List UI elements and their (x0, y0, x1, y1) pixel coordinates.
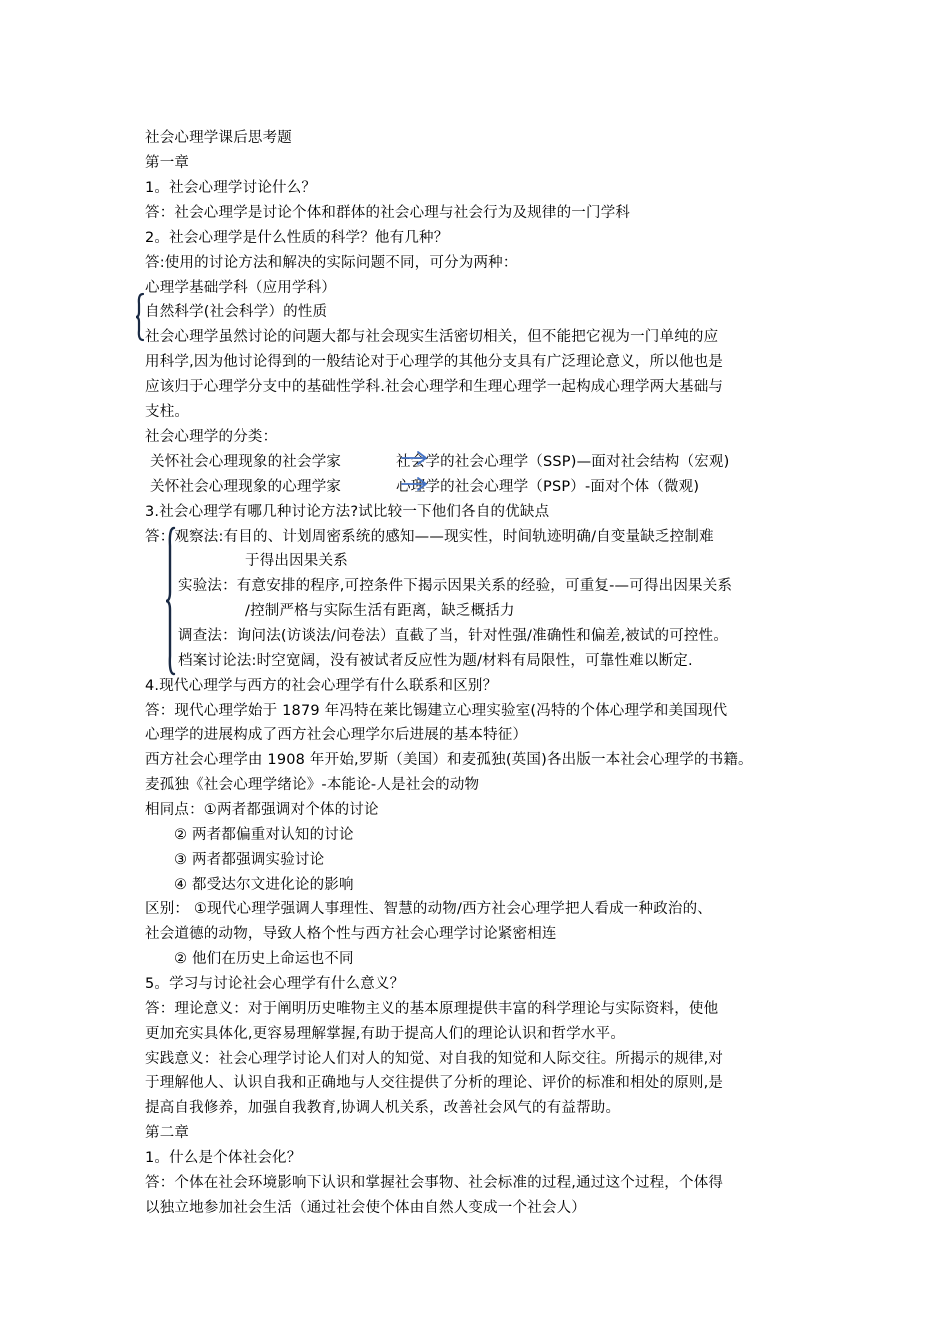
classification-left: 关怀社会心理现象的社会学家 (150, 454, 342, 470)
answer-line: ④ 都受达尔文进化论的影响 (174, 877, 354, 893)
left-brace-icon (134, 292, 148, 342)
answer-line: 用科学,因为他讨论得到的一般结论对于心理学的其他分支具有广泛理论意义，所以他也是 (145, 354, 724, 370)
answer-line: /控制严格与实际生活有距离，缺乏概括力 (245, 603, 515, 619)
answer-line: 支柱。 (145, 404, 190, 420)
answer-line: 答：现代心理学始于 1879 年冯特在莱比锡建立心理实验室(冯特的个体心理学和美国现代 (145, 703, 728, 719)
question: 5。学习与讨论社会心理学有什么意义？ (145, 976, 405, 992)
question: 4.现代心理学与西方的社会心理学有什么联系和区别？ (145, 678, 498, 694)
answer-line: 社会心理学虽然讨论的问题大都与社会现实生活密切相关，但不能把它视为一门单纯的应 (145, 329, 719, 345)
answer-line: 以独立地参加社会生活（通过社会使个体由自然人变成一个社会人） (145, 1200, 586, 1216)
answer-line: 社会道德的动物，导致人格个性与西方社会心理学讨论紧密相连 (145, 926, 557, 942)
answer-line: 应该归于心理学分支中的基础性学科.社会心理学和生理心理学一起构成心理学两大基础与 (145, 379, 724, 395)
answer-line: ② 两者都偏重对认知的讨论 (174, 827, 354, 843)
answer-line: 答：个体在社会环境影响下认识和掌握社会事物、社会标准的过程,通过这个过程，个体得 (145, 1175, 724, 1191)
section-heading: 社会心理学的分类： (145, 429, 278, 445)
arrow-icon (398, 448, 432, 494)
question: 1。社会心理学讨论什么？ (145, 180, 317, 196)
answer-line: 调查法：询问法(访谈法/问卷法）直截了当，针对性强/准确性和偏差,被试的可控性。 (178, 628, 729, 644)
answer-line: 麦孤独《社会心理学绪论》-本能论-人是社会的动物 (145, 777, 480, 793)
answer-line: 心理学基础学科（应用学科） (145, 280, 337, 296)
question: 1。什么是个体社会化？ (145, 1150, 302, 1166)
answer-line: 区别： ①现代心理学强调人事理性、智慧的动物/西方社会心理学把人看成一种政治的、 (145, 901, 712, 917)
chapter-heading: 第一章 (145, 155, 190, 171)
answer-line: 心理学的进展构成了西方社会心理学尔后进展的基本特征） (145, 727, 528, 743)
document-title: 社会心理学课后思考题 (145, 130, 292, 146)
classification-right: 社会学的社会心理学（SSP)—面对社会结构（宏观) (396, 454, 730, 470)
answer-line: 实践意义：社会心理学讨论人们对人的知觉、对自我的知觉和人际交往。所揭示的规律,对 (145, 1051, 724, 1067)
answer-line: 自然科学(社会科学）的性质 (145, 304, 328, 320)
answer-line: 相同点：①两者都强调对个体的讨论 (145, 802, 379, 818)
answer-line: 西方社会心理学由 1908 年开始,罗斯（美国）和麦孤独(英国)各出版一本社会心理学的书籍。 (145, 752, 753, 768)
question: 3.社会心理学有哪几种讨论方法?试比较一下他们各自的优缺点 (145, 504, 550, 520)
answer-line: 答：社会心理学是讨论个体和群体的社会心理与社会行为及规律的一门学科 (145, 205, 631, 221)
chapter-heading: 第二章 (145, 1125, 190, 1141)
answer-line: 档案讨论法:时空宽阔，没有被试者反应性为题/材料有局限性，可靠性难以断定. (178, 653, 693, 669)
answer-line: 于得出因果关系 (245, 553, 348, 569)
answer-line: 答:使用的讨论方法和解决的实际问题不同，可分为两种： (145, 255, 518, 271)
question: 2。社会心理学是什么性质的科学？他有几种？ (145, 230, 449, 246)
left-brace-icon (164, 526, 178, 676)
classification-left: 关怀社会心理现象的心理学家 (150, 479, 342, 495)
answer-line: 提高自我修养，加强自我教育,协调人机关系，改善社会风气的有益帮助。 (145, 1100, 621, 1116)
answer-line: ③ 两者都强调实验讨论 (174, 852, 325, 868)
classification-right: 心理学的社会心理学（PSP）-面对个体（微观) (396, 479, 700, 495)
answer-line: 更加充实具体化,更容易理解掌握,有助于提高人们的理论认识和哲学水平。 (145, 1026, 626, 1042)
answer-line: 答：理论意义：对于阐明历史唯物主义的基本原理提供丰富的科学理论与实际资料，使他 (145, 1001, 719, 1017)
answer-line: 实验法：有意安排的程序,可控条件下揭示因果关系的经验，可重复-—可得出因果关系 (178, 578, 733, 594)
answer-line: ② 他们在历史上命运也不同 (174, 951, 354, 967)
answer-line: 于理解他人、认识自我和正确地与人交往提供了分析的理论、评价的标准和相处的原则,是 (145, 1075, 724, 1091)
answer-line: 答：观察法:有目的、计划周密系统的感知——现实性，时间轨迹明确/自变量缺乏控制难 (145, 529, 714, 545)
